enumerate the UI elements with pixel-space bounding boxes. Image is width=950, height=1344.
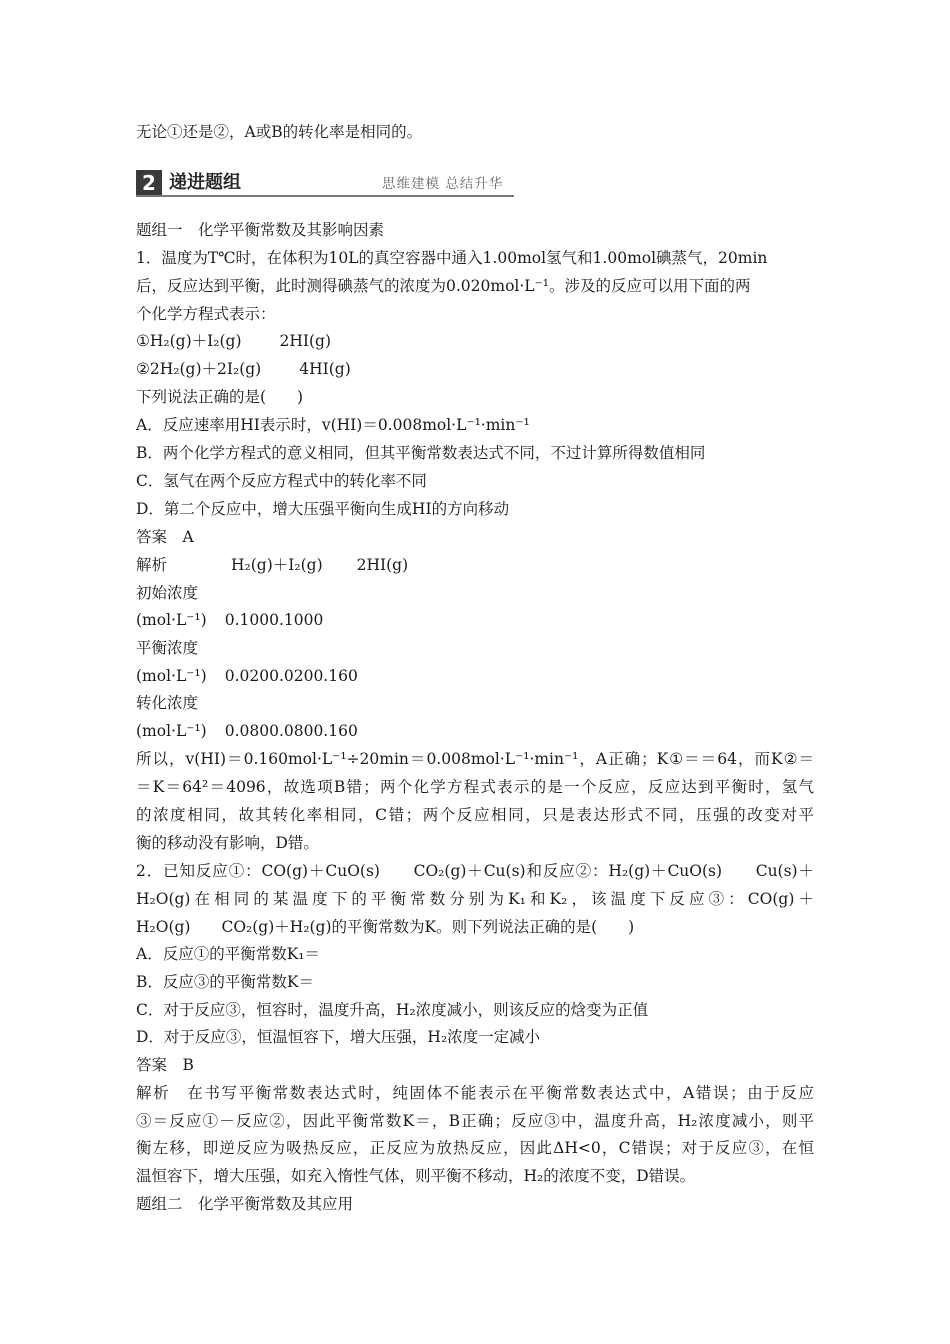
- q1-eq1-right: 2HI(g): [279, 332, 332, 350]
- q2-analysis-line2: ③＝反应①－反应②，因此平衡常数K＝，B正确；反应③中，温度升高，H₂浓度减小，则平: [136, 1112, 814, 1130]
- q1-row1-unit: (mol·L⁻¹): [136, 611, 207, 629]
- q1-eq2-right: 4HI(g): [299, 360, 351, 378]
- section-divider: [136, 195, 514, 197]
- q1-ask: 下列说法正确的是( ): [136, 388, 304, 406]
- q2-option-b: B．反应③的平衡常数K＝: [136, 973, 314, 991]
- q1-eq2-left: ②2H₂(g)＋2I₂(g): [136, 360, 262, 378]
- q1-row3-label: 转化浓度: [136, 694, 199, 712]
- q1-row3-nums: 0.0800.0800.160: [224, 722, 358, 740]
- q1-conclusion-line4: 衡的移动没有影响，D错。: [136, 834, 319, 852]
- q1-answer: 答案 A: [136, 528, 194, 546]
- group1-title: 题组一 化学平衡常数及其影响因素: [136, 221, 385, 239]
- q2-answer: 答案 B: [136, 1056, 194, 1074]
- q1-conclusion-line2: ＝K＝64²＝4096，故选项B错；两个化学方程式表示的是一个反应，反应达到平衡时，氢气: [136, 778, 814, 796]
- q1-eq1-left: ①H₂(g)＋I₂(g): [136, 332, 242, 350]
- q1-stem-line2: 后，反应达到平衡，此时测得碘蒸气的浓度为0.020mol·L⁻¹。涉及的反应可以用下面的两: [136, 277, 751, 295]
- q1-row1-label: 初始浓度: [136, 584, 199, 602]
- q1-equation1: [136, 331, 331, 351]
- q1-row1-nums: 0.1000.1000: [224, 611, 324, 629]
- q1-option-c: C．氢气在两个反应方程式中的转化率不同: [136, 472, 427, 490]
- q1-option-b: B．两个化学方程式的意义相同，但其平衡常数表达式不同，不过计算所得数值相同: [136, 444, 706, 462]
- q2-stem-line1: 2．已知反应①：CO(g)＋CuO(s) CO₂(g)＋Cu(s)和反应②：H₂(g)＋CuO(s) Cu(s)＋: [136, 862, 814, 880]
- q1-row2-nums: 0.0200.0200.160: [224, 667, 358, 685]
- continuation-text: 无论①还是②，A或B的转化率是相同的。: [136, 123, 423, 141]
- q1-analysis-label: 解析: [136, 556, 168, 574]
- q1-analysis-equation: [136, 555, 408, 575]
- section-number-badge: 2: [136, 170, 162, 196]
- q2-option-a: A．反应①的平衡常数K₁＝: [136, 945, 320, 963]
- q2-option-d: D．对于反应③，恒温恒容下，增大压强，H₂浓度一定减小: [136, 1028, 541, 1046]
- q2-analysis-line4: 温恒容下，增大压强，如充入惰性气体，则平衡不移动，H₂的浓度不变，D错误。: [136, 1167, 696, 1185]
- q1-row2-label: 平衡浓度: [136, 639, 199, 657]
- q1-analysis-eq-right: 2HI(g): [356, 556, 409, 574]
- q1-row1-values: [136, 610, 323, 630]
- q1-stem-line1: 1．温度为T℃时，在体积为10L的真空容器中通入1.00mol氢气和1.00mol碘蒸气，20min: [136, 249, 768, 267]
- q1-conclusion-line1: 所以，v(HI)＝0.160mol·L⁻¹÷20min＝0.008mol·L⁻¹·min⁻¹，A正确；K①＝＝64，而K②＝: [136, 750, 814, 768]
- q2-option-c: C．对于反应③，恒容时，温度升高，H₂浓度减小，则该反应的焓变为正值: [136, 1001, 649, 1019]
- q2-analysis-line1: 解析 在书写平衡常数表达式时，纯固体不能表示在平衡常数表达式中，A错误；由于反应: [136, 1084, 814, 1102]
- group2-title: 题组二 化学平衡常数及其应用: [136, 1195, 354, 1213]
- q1-analysis-eq-left: H₂(g)＋I₂(g): [231, 556, 323, 574]
- q1-row3-values: [136, 721, 358, 741]
- q1-option-a: A．反应速率用HI表示时，v(HI)＝0.008mol·L⁻¹·min⁻¹: [136, 416, 530, 434]
- q1-stem-line3: 个化学方程式表示：: [136, 305, 276, 323]
- q1-row3-unit: (mol·L⁻¹): [136, 722, 207, 740]
- section-title: 递进题组: [169, 172, 241, 193]
- q1-row2-values: [136, 666, 358, 686]
- q1-conclusion-line3: 的浓度相同，故其转化率相同，C错；两个反应相同，只是表达形式不同，压强的改变对平: [136, 806, 814, 824]
- section-subtitle: 思维建模 总结升华: [382, 176, 504, 192]
- section-header: [136, 170, 514, 196]
- q2-stem-line2: H₂O(g)在相同的某温度下的平衡常数分别为K₁和K₂，该温度下反应③：CO(g)＋: [136, 890, 814, 908]
- q1-option-d: D．第二个反应中，增大压强平衡向生成HI的方向移动: [136, 500, 510, 518]
- q2-stem-line3: H₂O(g) CO₂(g)＋H₂(g)的平衡常数为K。则下列说法正确的是( ): [136, 918, 635, 936]
- q2-analysis-line3: 衡左移，即逆反应为吸热反应，正反应为放热反应，因此ΔH<0，C错误；对于反应③，在恒: [136, 1139, 814, 1157]
- q1-row2-unit: (mol·L⁻¹): [136, 667, 207, 685]
- q1-equation2: [136, 359, 351, 379]
